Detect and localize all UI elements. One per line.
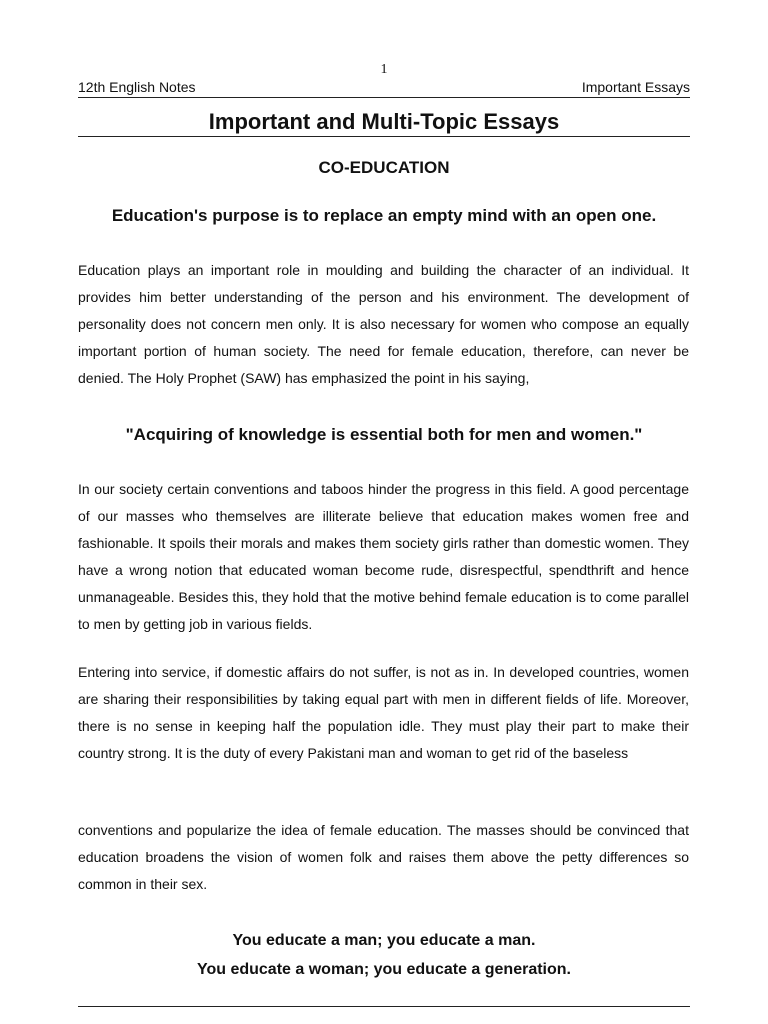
title-underline	[78, 136, 690, 137]
paragraph-3: Entering into service, if domestic affairs do not suffer, is not as in. In developed countries, women are sharing their responsibilities by taking equal part with men in different fields of life. Moreover, there is no sense in keeping half the population idle. They must play their part to make their country strong. It is the duty of every Pakistani man and woman to get rid of the baseless	[78, 664, 689, 761]
page-number: 1	[380, 62, 388, 77]
paragraph-2: In our society certain conventions and taboos hinder the progress in this field. A good percentage of our masses who themselves are illiterate believe that education makes women free and fashionable. It spoils their morals and makes them society girls rather than domestic women. They have a wrong notion that educated woman become rude, disrespectful, spendthrift and hence unmanageable. Besides this, they hold that the motive behind female education is to come parallel to men by getting job in various fields.	[78, 481, 689, 632]
paragraph-4: conventions and popularize the idea of female education. The masses should be convinced that education broadens the vision of women folk and raises them above the petty differences so common in their sex.	[78, 822, 689, 892]
closing-line-2: You educate a woman; you educate a generation.	[196, 961, 571, 978]
page-title: Important and Multi-Topic Essays	[208, 109, 560, 134]
paragraph-1: Education plays an important role in moulding and building the character of an individual. It provides him better understanding of the person and his environment. The development of personality does not concern men only. It is also necessary for women who compose an equally important portion of human society. The need for female education, therefore, can never be denied. The Holy Prophet (SAW) has emphasized the point in his saying,	[78, 262, 689, 386]
epigraph: Education's purpose is to replace an empty mind with an open one.	[111, 206, 657, 225]
hadith-quote: "Acquiring of knowledge is essential both for men and women."	[125, 425, 643, 444]
section-title: CO-EDUCATION	[318, 158, 450, 177]
closing-quote	[0, 926, 768, 984]
header-rule	[78, 97, 690, 98]
closing-line-1: You educate a man; you educate a man.	[232, 932, 536, 949]
header-right-text: Important Essays	[581, 79, 690, 95]
header-left-text: 12th English Notes	[78, 79, 196, 95]
footer-rule	[78, 1006, 690, 1007]
